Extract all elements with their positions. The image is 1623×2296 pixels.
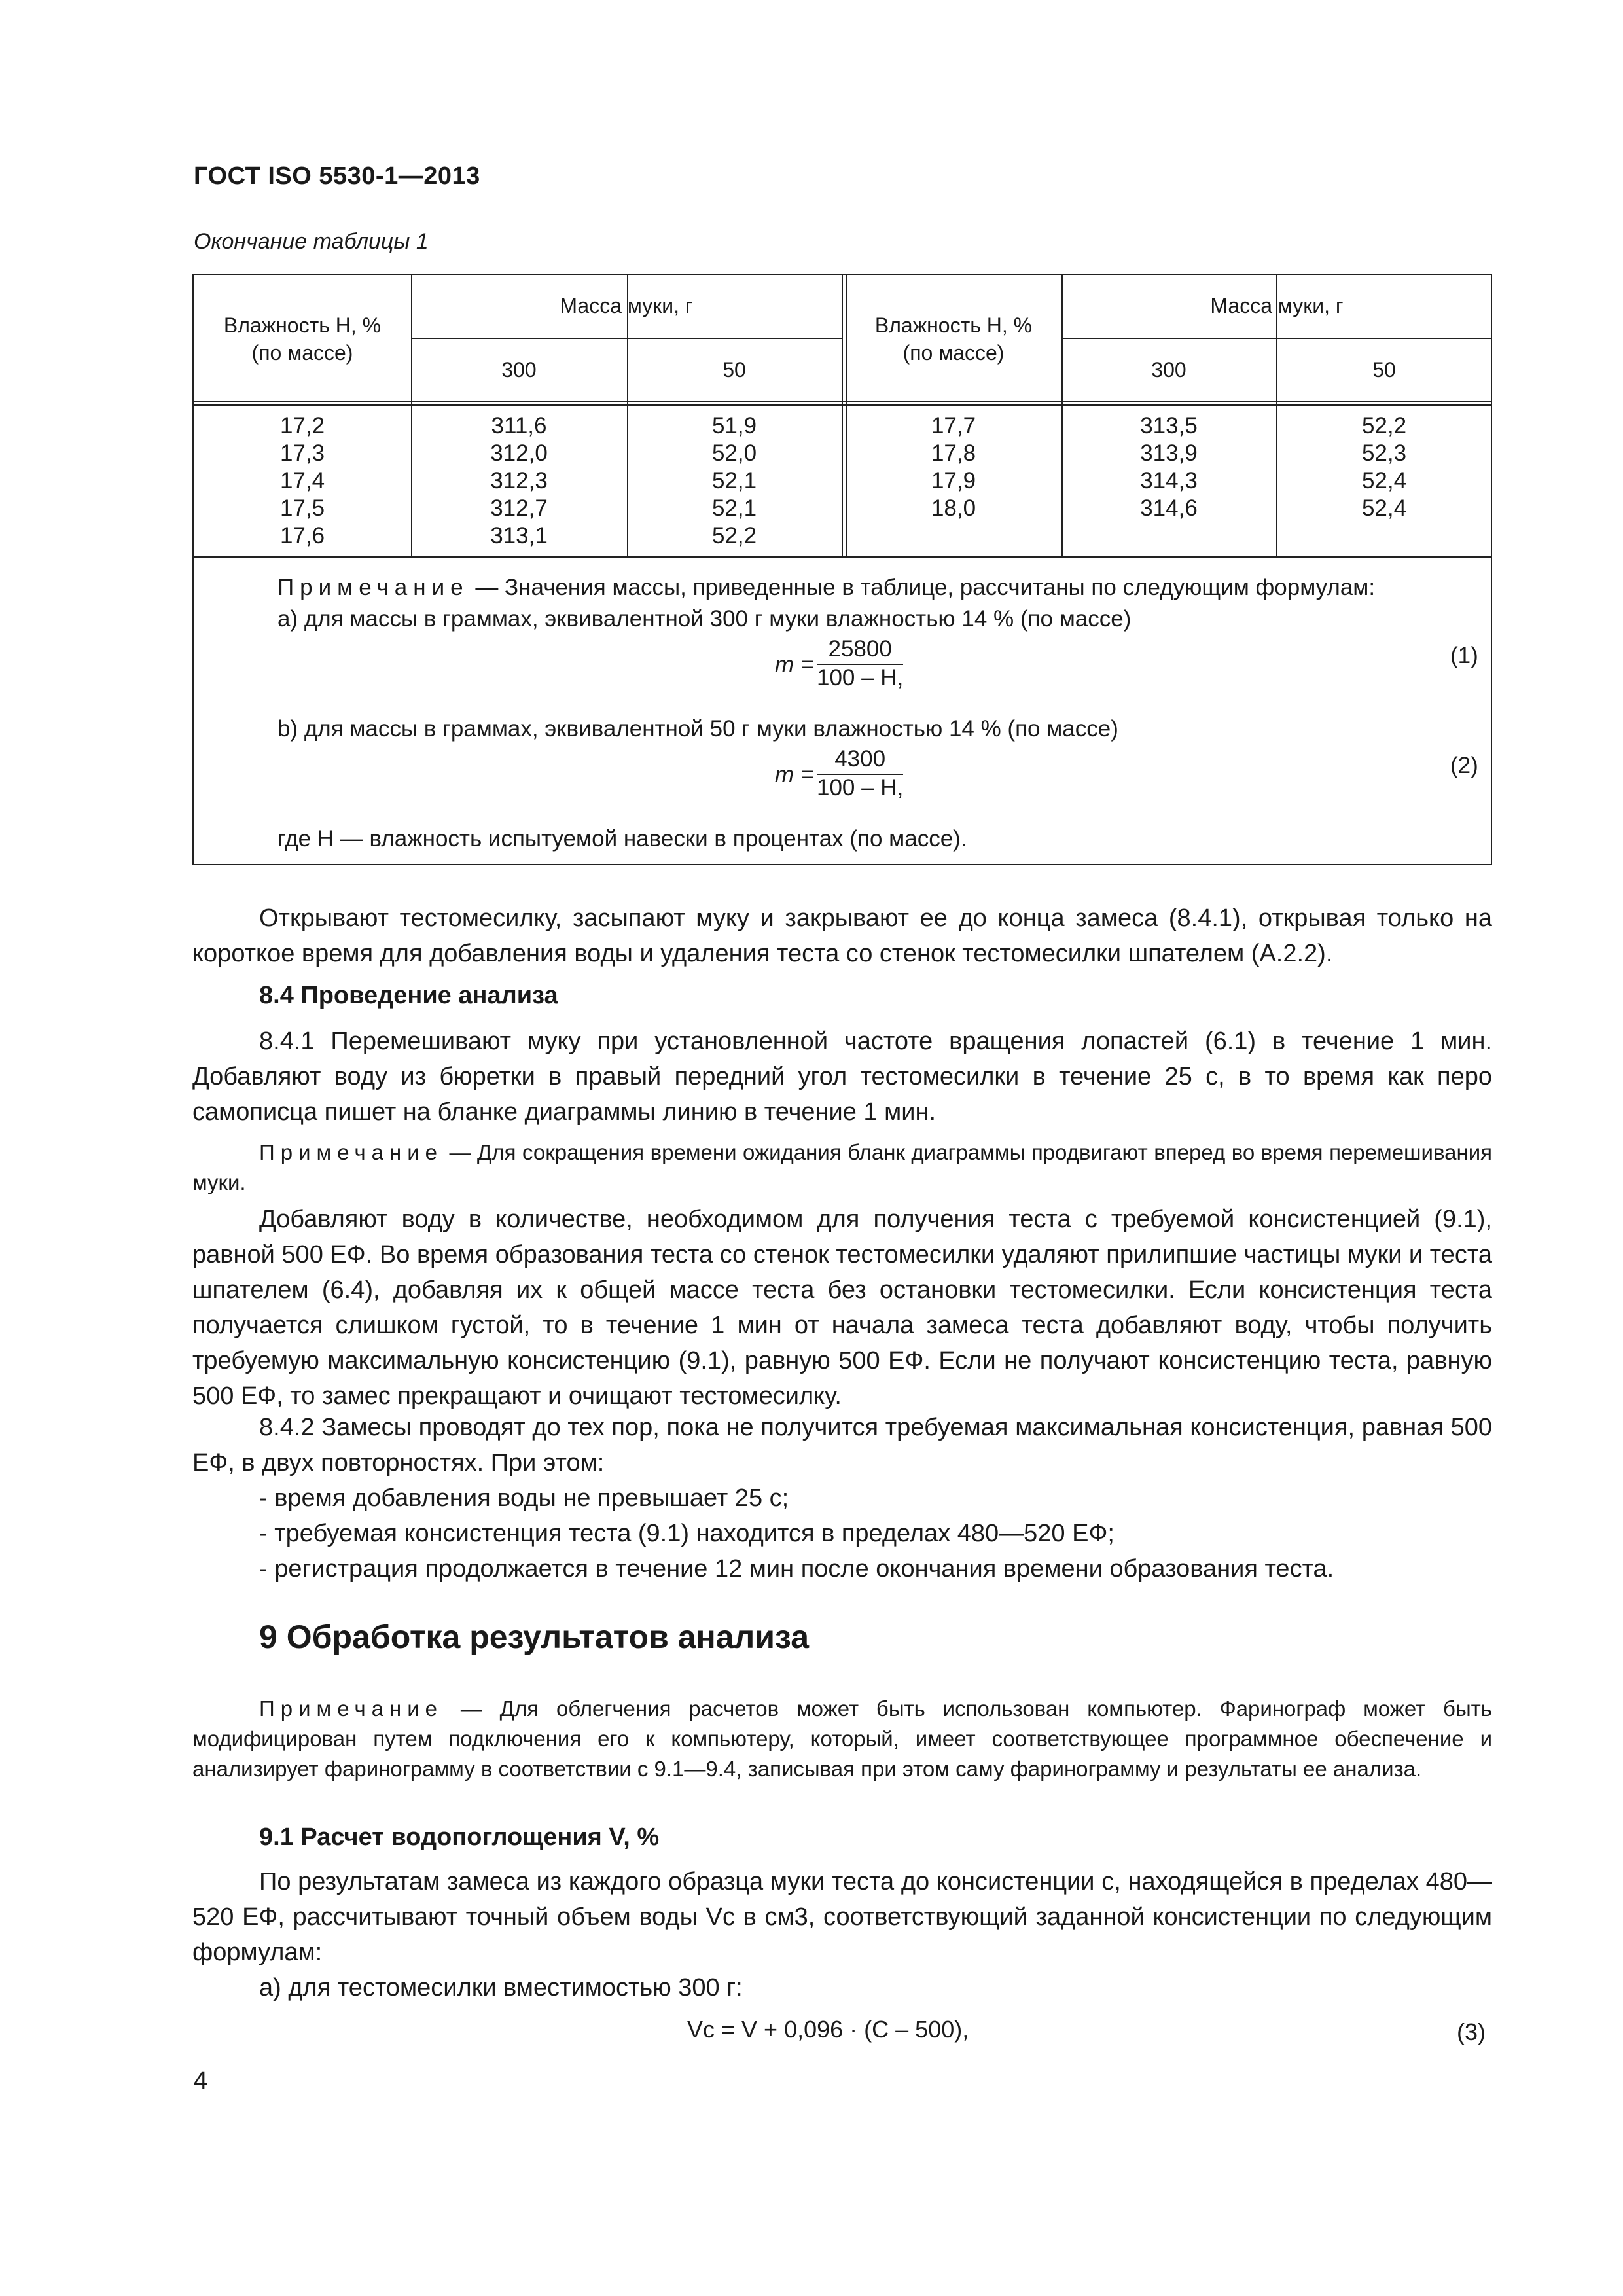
formula-1-lhs <box>775 652 813 678</box>
note-computer <box>192 1694 1492 1784</box>
table-note-item-a: a) для массы в граммах, эквивалентной 300 г муки влажностью 14 % (по массе) <box>277 606 1132 632</box>
column-50-right <box>1276 412 1492 522</box>
cell: 52,1 <box>711 495 757 521</box>
formula-1-denominator: 100 – H, <box>817 665 904 691</box>
cell: 52,4 <box>1361 468 1407 493</box>
header-mass: Масса муки, г <box>1210 294 1344 317</box>
header-humidity-sub: (по массе) <box>251 341 353 365</box>
document-header: ГОСТ ISO 5530-1—2013 <box>194 162 480 190</box>
note-text: — Для облегчения расчетов может быть использован компьютер. Фаринограф может быть модифицирован путем подключения его к компьютеру, который, имеет соответствующее программное обеспечение и анализирует фаринограмму в соответствии с 9.1—9.4, записывая при этом саму фаринограмму и результаты ее анализа. <box>192 1696 1492 1781</box>
cell: 313,9 <box>1140 440 1198 466</box>
cell: 17,7 <box>931 413 976 439</box>
cell: 314,3 <box>1140 468 1198 493</box>
cell: 52,3 <box>1361 440 1407 466</box>
column-humidity-right <box>846 412 1061 522</box>
cell: 17,8 <box>931 440 976 466</box>
header-300: 300 <box>1151 358 1186 382</box>
list-item: - требуемая консистенция теста (9.1) находится в пределах 480—520 ЕФ; <box>259 1520 1115 1547</box>
paragraph-9-1-a: a) для тестомесилки вместимостью 300 г: <box>259 1974 743 2001</box>
table-vline <box>842 275 843 558</box>
table-hline <box>194 556 1492 558</box>
formula-2-lhs <box>775 762 813 788</box>
formula-1-fraction <box>817 636 903 691</box>
cell: 17,3 <box>279 440 325 466</box>
note-intro-text: — Значения массы, приведенные в таблице, рассчитаны по следующим формулам: <box>469 575 1376 600</box>
table-note-intro <box>277 573 1375 602</box>
cell: 17,4 <box>279 468 325 493</box>
formula-2-number: (2) <box>1450 753 1478 778</box>
page-number: 4 <box>194 2067 208 2094</box>
mass-table <box>192 274 1492 865</box>
cell: 312,3 <box>490 468 548 493</box>
column-300-right <box>1061 412 1276 522</box>
note-label: Примечание <box>277 575 469 600</box>
cell: 52,0 <box>711 440 757 466</box>
cell: 312,7 <box>490 495 548 521</box>
cell: 17,9 <box>931 468 976 493</box>
formula-3: Vc = V + 0,096 · (C – 500), <box>687 2016 969 2043</box>
formula-3-number: (3) <box>1457 2018 1486 2045</box>
paragraph-8-4-2: 8.4.2 Замесы проводят до тех пор, пока не получится требуемая максимальная консистенция, равная 500 ЕФ, в двух повторностях. При этом: <box>192 1414 1492 1477</box>
cell: 17,5 <box>279 495 325 521</box>
formula-1-number: (1) <box>1450 643 1478 668</box>
paragraph-add-water: Добавляют воду в количестве, необходимом для получения теста с требуемой консистенцией (9.1), равной 500 ЕФ. Во время образования теста со стенок тестомесилки удаляют прилипшие частицы муки и теста шпателем (6.4), добавляя их к общей массе теста без остановки тестомесилки. Если консистенция теста получается слишком густой, то в течение 1 мин от начала замеса теста добавляют воду, чтобы получить требуемую максимальную консистенцию (9.1), равную 500 ЕФ. Если не получают консистенцию теста, равную 500 ЕФ, то замес прекращают и очищают тестомесилку. <box>192 1206 1492 1410</box>
list-item: - время добавления воды не превышает 25 с; <box>259 1484 789 1512</box>
paragraph-9-1: По результатам замеса из каждого образца муки теста до консистенции c, находящейся в пределах 480—520 ЕФ, рассчитывают точный объем воды Vc в см3, соответствующий заданной консистенции по следующим формулам: <box>192 1868 1492 1966</box>
note-diagram <box>192 1138 1492 1198</box>
cell: 52,2 <box>711 523 757 548</box>
header-300: 300 <box>501 358 537 382</box>
header-humidity <box>846 312 1061 367</box>
cell: 313,5 <box>1140 413 1198 439</box>
list-item: - регистрация продолжается в течение 12 мин после окончания времени образования теста. <box>259 1555 1334 1583</box>
cell: 314,6 <box>1140 495 1198 521</box>
header-mass: Масса муки, г <box>560 294 693 317</box>
table-caption: Окончание таблицы 1 <box>194 229 429 254</box>
formula-2-numerator: 4300 <box>817 746 903 775</box>
cell: 313,1 <box>490 523 548 548</box>
header-humidity-sub: (по массе) <box>902 341 1005 365</box>
section-heading-9-1: 9.1 Расчет водопоглощения V, % <box>259 1823 660 1851</box>
cell: 51,9 <box>711 413 757 439</box>
table-hline <box>1061 338 1492 339</box>
cell: 52,2 <box>1361 413 1407 439</box>
cell: 311,6 <box>491 413 547 439</box>
header-humidity-label: Влажность H, % <box>874 314 1033 337</box>
formula-lhs-text: m = <box>775 652 814 677</box>
cell: 18,0 <box>931 495 976 521</box>
table-note-item-b: b) для массы в граммах, эквивалентной 50 г муки влажностью 14 % (по массе) <box>277 716 1118 742</box>
cell: 17,2 <box>279 413 325 439</box>
column-humidity-left <box>194 412 411 550</box>
section-heading-8-4: 8.4 Проведение анализа <box>259 982 558 1009</box>
table-note-where: где H — влажность испытуемой навески в процентах (по массе). <box>277 826 967 852</box>
formula-1-numerator: 25800 <box>817 636 903 665</box>
note-label: Примечание <box>259 1696 444 1721</box>
cell: 52,4 <box>1361 495 1407 521</box>
cell: 52,1 <box>711 468 757 493</box>
column-50-left <box>627 412 842 550</box>
note-text: — Для сокращения времени ожидания бланк диаграммы продвигают вперед во время перемешивания муки. <box>192 1140 1492 1194</box>
cell: 312,0 <box>490 440 548 466</box>
header-50: 50 <box>1372 358 1396 382</box>
formula-lhs-text: m = <box>775 762 814 787</box>
header-50: 50 <box>722 358 746 382</box>
section-heading-9: 9 Обработка результатов анализа <box>259 1619 810 1655</box>
column-300-left <box>411 412 627 550</box>
paragraph-open-mixer: Открывают тестомесилку, засыпают муку и закрывают ее до конца замеса (8.4.1), открывая только на короткое время для добавления воды и удаления теста со стенок тестомесилки шпателем (А.2.2). <box>192 905 1492 967</box>
formula-2-denominator: 100 – H, <box>817 775 904 800</box>
table-hline <box>411 338 842 339</box>
header-humidity-label: Влажность H, % <box>223 314 382 337</box>
table-hline <box>194 404 1492 406</box>
formula-2-fraction <box>817 746 903 801</box>
table-hline <box>194 401 1492 402</box>
note-label: Примечание <box>259 1140 444 1164</box>
cell: 17,6 <box>279 523 325 548</box>
header-humidity <box>194 312 411 367</box>
paragraph-8-4-1: 8.4.1 Перемешивают муку при установленной частоте вращения лопастей (6.1) в течение 1 мин. Добавляют воду из бюретки в правый передний угол тестомесилки в течение 25 с, в то время как перо самописца пишет на бланке диаграммы линию в течение 1 мин. <box>192 1028 1492 1126</box>
